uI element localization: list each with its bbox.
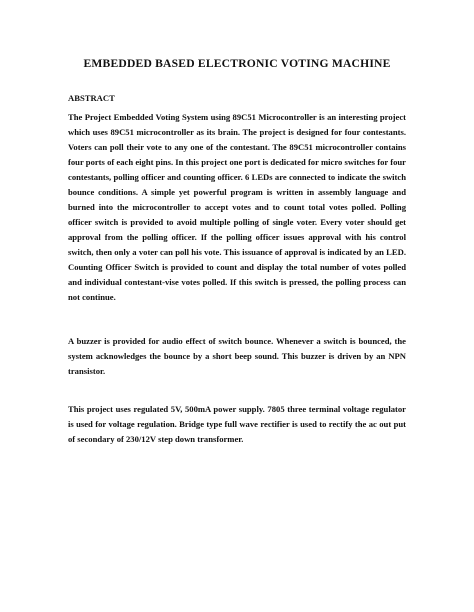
section-heading: ABSTRACT [68, 93, 115, 103]
abstract-paragraph-1: The Project Embedded Voting System using 89C51 Microcontroller is an interesting project which uses 89C51 microcontroller as its brain. The project is designed for four contestants. Voters can poll their vote to any one of the contestant. The 89C51 microcontroller contains four ports of each eight pins. In this project one port is dedicated for micro switches for four contestants, polling officer and counting officer. 6 LEDs are connected to indicate the switch bounce conditions. A simple yet powerful program is written in assembly language and burned into the microcontroller to accept votes and to count total votes polled. Polling officer switch is provided to avoid multiple polling of single voter. Every voter should get approval from the polling officer. If the polling officer issues approval with his control switch, then only a voter can poll his vote. This issuance of approval is indicated by an LED. Counting Officer Switch is provided to count and display the total number of votes polled and individual contestant-vise votes polled. If this switch is pressed, the polling process can not continue. [68, 112, 406, 302]
document-title: EMBEDDED BASED ELECTRONIC VOTING MACHINE [83, 57, 391, 70]
abstract-paragraph-3: This project uses regulated 5V, 500mA power supply. 7805 three terminal voltage regulator is used for voltage regulation. Bridge type full wave rectifier is used to rectify the ac out put of secondary of 230/12V step down transformer. [68, 404, 406, 444]
abstract-paragraph-2: A buzzer is provided for audio effect of switch bounce. Whenever a switch is bounced, the system acknowledges the bounce by a short beep sound. This buzzer is driven by an NPN transistor. [68, 336, 406, 376]
